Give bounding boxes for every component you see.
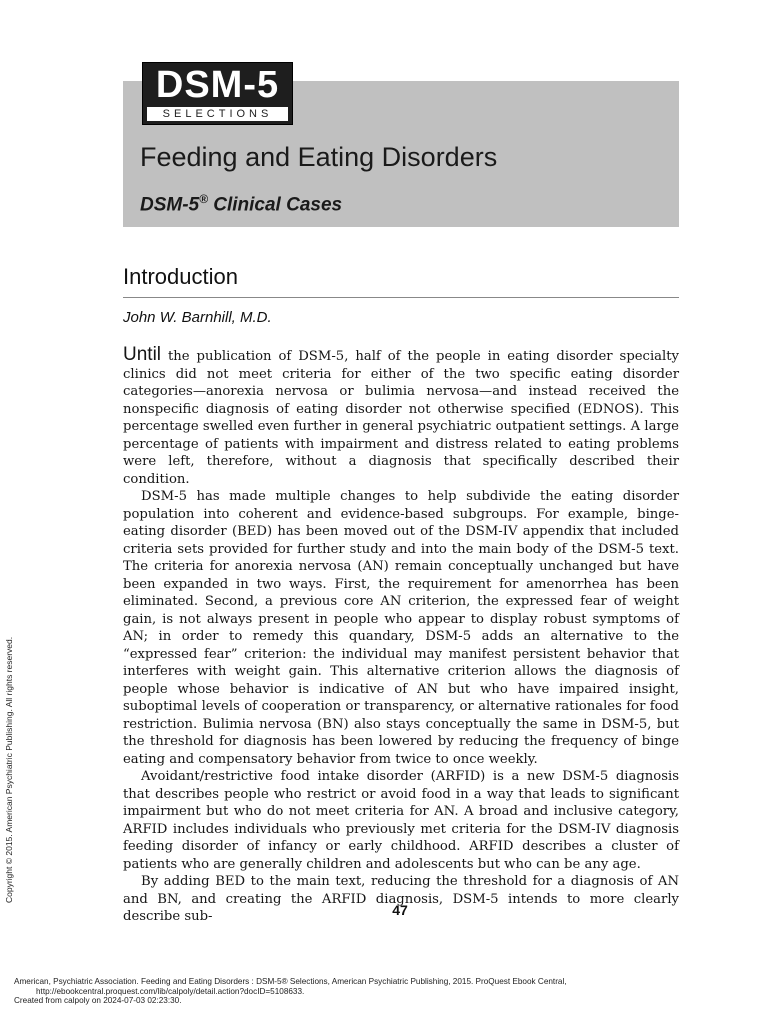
citation-footer xyxy=(14,977,754,1006)
paragraph-1-text: the publication of DSM-5, half of the people in eating disorder specialty clinics did not meet criteria for either of the two specific eating disorder categories—anorexia nervosa or bulimia nervosa—and instead received the nonspecific diagnosis of eating disorder not otherwise specified (EDNOS). This percentage swelled even further in general psychiatric outpatient settings. A large percentage of patients with impairment and distress related to eating problems were left, therefore, without a diagnosis that specifically described their condition. xyxy=(123,349,679,487)
logo-main-text: DSM-5 xyxy=(155,64,280,106)
dsm5-selections-logo xyxy=(142,62,293,125)
lead-word: Until xyxy=(123,344,162,365)
chapter-subtitle xyxy=(140,192,342,216)
body-text xyxy=(123,346,679,926)
logo-sub-text: SELECTIONS xyxy=(147,107,288,121)
registered-mark: ® xyxy=(199,192,208,206)
footer-url-line[interactable]: http://ebookcentral.proquest.com/lib/calpoly/detail.action?docID=5108633. xyxy=(36,986,305,996)
paragraph-2: DSM-5 has made multiple changes to help subdivide the eating disorder population into coherent and evidence-based subgroups. For example, binge-eating disorder (BED) has been moved out of the DSM-IV appendix that included criteria sets provided for further study and into the main body of the DSM-5 text. The criteria for anorexia nervosa (AN) remain conceptually unchanged but have been expanded in two ways. First, the requirement for amenorrhea has been eliminated. Second, a previous core AN criterion, the expressed fear of weight gain, is not always present in people who appear to display robust symptoms of AN; in order to remedy this quandary, DSM-5 adds an alternative to the “expressed fear” criterion: the individual may manifest persistent behavior that interferes with weight gain. This alternative criterion allows the diagnosis of people whose behavior is indicative of AN but who have impaired insight, suboptimal levels of cooperation or transparency, or alternative rationales for food restriction. Bulimia nervosa (BN) also stays conceptually the same in DSM-5, but the threshold for diagnosis has been lowered by reducing the frequency of binge eating and compensatory behavior from twice to once weekly. xyxy=(123,489,679,767)
paragraph-1 xyxy=(123,346,679,488)
section-divider xyxy=(123,297,679,298)
subtitle-dsm: DSM-5 xyxy=(140,194,200,216)
subtitle-rest: Clinical Cases xyxy=(207,194,343,216)
author-name: John W. Barnhill, M.D. xyxy=(123,309,272,326)
paragraph-3: Avoidant/restrictive food intake disorder (ARFID) is a new DSM-5 diagnosis that describes people who restrict or avoid food in a way that leads to significant impairment but who do not meet criteria for AN. A broad and inclusive category, ARFID includes individuals who previously met criteria for the DSM-IV diagnosis feeding disorder of infancy or early childhood. ARFID describes a cluster of patients who are generally children and adolescents but who can be any age. xyxy=(123,769,679,872)
page-number: 47 xyxy=(392,902,408,918)
copyright-notice: Copyright © 2015. American Psychiatric Publishing. All rights reserved. xyxy=(4,636,14,903)
section-title: Introduction xyxy=(123,264,238,289)
paragraph-4: By adding BED to the main text, reducing the threshold for a diagnosis of AN and BN, and creating the ARFID diagnosis, DSM-5 intends to more clearly describe sub- xyxy=(123,874,679,924)
chapter-title: Feeding and Eating Disorders xyxy=(140,142,498,172)
footer-citation-line: American, Psychiatric Association. Feeding and Eating Disorders : DSM-5® Selections, American Psychiatric Publishing, 2015. ProQuest Ebook Central, xyxy=(14,977,567,986)
footer-created-line: Created from calpoly on 2024-07-03 02:23:30. xyxy=(14,996,182,1005)
